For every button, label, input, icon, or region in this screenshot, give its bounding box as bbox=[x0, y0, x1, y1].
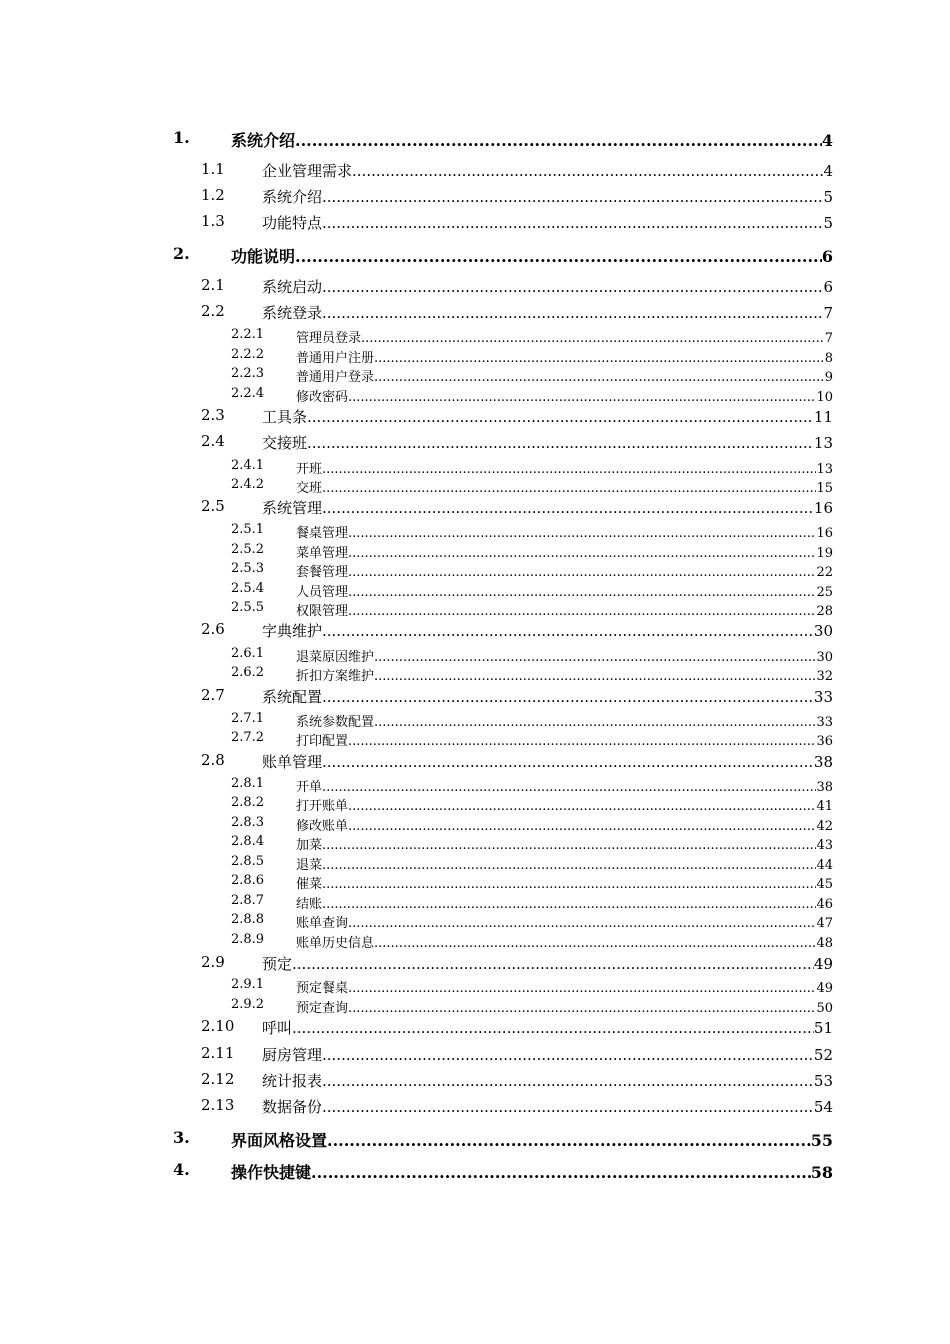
toc-entry-page-number: 4 bbox=[821, 131, 833, 150]
toc-entry-title: 加菜 bbox=[296, 838, 323, 853]
toc-entry-title: 数据备份 bbox=[262, 1098, 323, 1116]
toc-entry-page-number: 7 bbox=[824, 331, 833, 346]
toc-entry-page-number: 38 bbox=[816, 780, 833, 795]
toc-entry-page-number: 5 bbox=[823, 214, 833, 232]
toc-entry[interactable] bbox=[201, 276, 833, 297]
toc-entry-title: 普通用户注册 bbox=[296, 351, 375, 366]
toc-entry-title: 系统参数配置 bbox=[296, 715, 375, 730]
toc-entry[interactable] bbox=[231, 522, 833, 541]
toc-entry[interactable] bbox=[173, 244, 833, 267]
toc-entry-number: 2.8.8 bbox=[231, 912, 265, 927]
toc-entry[interactable] bbox=[231, 997, 833, 1016]
toc-entry-title: 权限管理 bbox=[296, 604, 349, 619]
toc-entry-number: 4. bbox=[173, 1160, 190, 1179]
toc-entry[interactable] bbox=[231, 932, 833, 951]
toc-entry-page-number: 13 bbox=[813, 434, 833, 452]
toc-entry-page-number: 22 bbox=[816, 565, 833, 580]
toc-entry[interactable] bbox=[201, 302, 833, 323]
toc-dot-leader bbox=[348, 585, 816, 600]
toc-entry-title: 系统配置 bbox=[262, 688, 323, 706]
toc-entry-number: 2.13 bbox=[201, 1096, 235, 1114]
toc-entry-number: 2.7.2 bbox=[231, 730, 265, 745]
toc-dot-leader bbox=[374, 351, 825, 366]
toc-dot-leader bbox=[348, 916, 816, 931]
toc-entry[interactable] bbox=[231, 327, 833, 346]
toc-entry-page-number: 30 bbox=[813, 622, 833, 640]
toc-entry-title: 开班 bbox=[296, 462, 323, 477]
toc-entry-page-number: 52 bbox=[813, 1046, 833, 1064]
toc-entry-title: 套餐管理 bbox=[296, 565, 349, 580]
toc-dot-leader bbox=[374, 669, 816, 684]
toc-entry-page-number: 58 bbox=[810, 1163, 833, 1182]
toc-entry-page-number: 33 bbox=[816, 715, 833, 730]
toc-entry[interactable] bbox=[201, 432, 833, 453]
toc-entry-title: 餐桌管理 bbox=[296, 526, 349, 541]
toc-entry-number: 2.8.5 bbox=[231, 854, 265, 869]
toc-dot-leader bbox=[348, 546, 816, 561]
toc-dot-leader bbox=[361, 331, 825, 346]
toc-dot-leader bbox=[322, 1046, 814, 1064]
toc-entry-page-number: 33 bbox=[813, 688, 833, 706]
toc-entry-page-number: 30 bbox=[816, 650, 833, 665]
toc-dot-leader bbox=[307, 408, 814, 426]
toc-entry-page-number: 16 bbox=[813, 499, 833, 517]
toc-entry[interactable] bbox=[173, 1128, 833, 1151]
toc-entry-page-number: 44 bbox=[816, 858, 833, 873]
toc-entry-number: 1.3 bbox=[201, 212, 225, 230]
toc-entry-title: 交接班 bbox=[262, 434, 308, 452]
toc-dot-leader bbox=[322, 481, 816, 496]
toc-entry[interactable] bbox=[231, 977, 833, 996]
toc-dot-leader bbox=[348, 604, 816, 619]
toc-entry-title: 企业管理需求 bbox=[262, 162, 353, 180]
toc-entry-title: 管理员登录 bbox=[296, 331, 362, 346]
toc-entry-page-number: 15 bbox=[816, 481, 833, 496]
toc-entry-number: 2.10 bbox=[201, 1017, 235, 1035]
toc-entry-number: 2.8 bbox=[201, 751, 225, 769]
toc-entry-number: 2.5.4 bbox=[231, 581, 265, 596]
toc-entry-page-number: 11 bbox=[813, 408, 833, 426]
toc-entry-page-number: 6 bbox=[821, 247, 833, 266]
toc-entry-title: 折扣方案维护 bbox=[296, 669, 375, 684]
toc-dot-leader bbox=[307, 434, 814, 452]
toc-entry[interactable] bbox=[201, 1017, 833, 1038]
toc-dot-leader bbox=[322, 278, 823, 296]
toc-entry-page-number: 41 bbox=[816, 799, 833, 814]
toc-entry-title: 功能说明 bbox=[231, 247, 296, 266]
toc-entry-title: 交班 bbox=[296, 481, 323, 496]
toc-entry-page-number: 8 bbox=[824, 351, 833, 366]
toc-dot-leader bbox=[322, 688, 814, 706]
toc-entry-title: 修改密码 bbox=[296, 390, 349, 405]
toc-entry-number: 2.8.7 bbox=[231, 893, 265, 908]
toc-dot-leader bbox=[322, 462, 816, 477]
toc-entry-title: 系统管理 bbox=[262, 499, 323, 517]
toc-entry-title: 系统介绍 bbox=[262, 188, 323, 206]
toc-entry-page-number: 4 bbox=[823, 162, 833, 180]
toc-entry-page-number: 55 bbox=[810, 1131, 833, 1150]
toc-entry[interactable] bbox=[201, 1096, 833, 1117]
toc-entry-number: 2.8.4 bbox=[231, 834, 265, 849]
toc-entry-number: 2.4 bbox=[201, 432, 225, 450]
toc-entry[interactable] bbox=[231, 366, 833, 385]
toc-entry-number: 2.7 bbox=[201, 686, 225, 704]
toc-entry-number: 2.2.1 bbox=[231, 327, 265, 342]
toc-entry-page-number: 32 bbox=[816, 669, 833, 684]
toc-entry[interactable] bbox=[201, 212, 833, 233]
toc-entry-page-number: 28 bbox=[816, 604, 833, 619]
toc-entry-title: 工具条 bbox=[262, 408, 308, 426]
toc-dot-leader bbox=[322, 214, 823, 232]
toc-entry-title: 普通用户登录 bbox=[296, 370, 375, 385]
toc-entry-title: 结账 bbox=[296, 897, 323, 912]
toc-entry-number: 1. bbox=[173, 128, 190, 147]
toc-entry-page-number: 45 bbox=[816, 877, 833, 892]
toc-dot-leader bbox=[374, 650, 816, 665]
toc-dot-leader bbox=[374, 370, 825, 385]
toc-entry-number: 2.6.1 bbox=[231, 646, 265, 661]
toc-entry-title: 菜单管理 bbox=[296, 546, 349, 561]
toc-entry-number: 2.2.3 bbox=[231, 366, 265, 381]
toc-entry-title: 操作快捷键 bbox=[231, 1163, 312, 1182]
toc-entry-title: 呼叫 bbox=[262, 1019, 293, 1037]
toc-entry-title: 厨房管理 bbox=[262, 1046, 323, 1064]
toc-entry-number: 2.4.2 bbox=[231, 477, 265, 492]
toc-entry[interactable] bbox=[231, 893, 833, 912]
toc-entry-number: 2.4.1 bbox=[231, 458, 265, 473]
toc-entry-number: 2.5.1 bbox=[231, 522, 265, 537]
toc-dot-leader bbox=[374, 715, 816, 730]
toc-entry-title: 系统启动 bbox=[262, 278, 323, 296]
toc-dot-leader bbox=[322, 897, 816, 912]
toc-entry[interactable] bbox=[231, 542, 833, 561]
toc-entry-page-number: 42 bbox=[816, 819, 833, 834]
toc-entry[interactable] bbox=[231, 477, 833, 496]
toc-entry[interactable] bbox=[231, 646, 833, 665]
toc-entry[interactable] bbox=[173, 128, 833, 151]
toc-entry-page-number: 10 bbox=[816, 390, 833, 405]
toc-entry[interactable] bbox=[201, 751, 833, 772]
toc-entry[interactable] bbox=[201, 620, 833, 641]
toc-entry-title: 催菜 bbox=[296, 877, 323, 892]
toc-dot-leader bbox=[348, 565, 816, 580]
toc-entry-page-number: 25 bbox=[816, 585, 833, 600]
toc-entry-page-number: 49 bbox=[816, 981, 833, 996]
toc-dot-leader bbox=[292, 955, 814, 973]
toc-entry-title: 界面风格设置 bbox=[231, 1131, 328, 1150]
toc-entry-number: 2.9.1 bbox=[231, 977, 265, 992]
toc-dot-leader bbox=[327, 1131, 811, 1150]
toc-dot-leader bbox=[292, 1019, 814, 1037]
toc-entry-title: 退菜原因维护 bbox=[296, 650, 375, 665]
toc-entry-number: 2.8.2 bbox=[231, 795, 265, 810]
toc-entry-page-number: 9 bbox=[824, 370, 833, 385]
toc-entry-title: 开单 bbox=[296, 780, 323, 795]
toc-entry[interactable] bbox=[201, 406, 833, 427]
toc-entry-number: 2.8.6 bbox=[231, 873, 265, 888]
toc-entry[interactable] bbox=[231, 815, 833, 834]
toc-entry-page-number: 47 bbox=[816, 916, 833, 931]
toc-dot-leader bbox=[322, 877, 816, 892]
toc-entry-page-number: 6 bbox=[823, 278, 833, 296]
toc-entry-page-number: 48 bbox=[816, 936, 833, 951]
toc-dot-leader bbox=[295, 247, 822, 266]
toc-entry-title: 预定 bbox=[262, 955, 293, 973]
toc-entry[interactable] bbox=[231, 347, 833, 366]
toc-entry-page-number: 50 bbox=[816, 1001, 833, 1016]
toc-entry[interactable] bbox=[173, 1160, 833, 1183]
toc-dot-leader bbox=[322, 499, 814, 517]
toc-entry[interactable] bbox=[201, 186, 833, 207]
toc-entry-page-number: 49 bbox=[813, 955, 833, 973]
toc-entry-title: 统计报表 bbox=[262, 1072, 323, 1090]
toc-dot-leader bbox=[322, 753, 814, 771]
toc-entry-number: 2.8.3 bbox=[231, 815, 265, 830]
toc-entry[interactable] bbox=[231, 561, 833, 580]
toc-entry-number: 2.5.2 bbox=[231, 542, 265, 557]
toc-entry[interactable] bbox=[231, 834, 833, 853]
toc-entry[interactable] bbox=[201, 160, 833, 181]
toc-entry-page-number: 53 bbox=[813, 1072, 833, 1090]
toc-entry[interactable] bbox=[201, 1070, 833, 1091]
toc-entry-number: 1.2 bbox=[201, 186, 225, 204]
toc-entry-title: 人员管理 bbox=[296, 585, 349, 600]
toc-entry-page-number: 43 bbox=[816, 838, 833, 853]
toc-entry-number: 2.8.1 bbox=[231, 776, 265, 791]
toc-entry-number: 2.12 bbox=[201, 1070, 235, 1088]
toc-dot-leader bbox=[322, 188, 823, 206]
toc-entry-title: 预定查询 bbox=[296, 1001, 349, 1016]
toc-entry-number: 2.7.1 bbox=[231, 711, 265, 726]
toc-dot-leader bbox=[348, 799, 816, 814]
toc-entry[interactable] bbox=[231, 795, 833, 814]
toc-entry-number: 2.9 bbox=[201, 953, 225, 971]
toc-entry-page-number: 19 bbox=[816, 546, 833, 561]
toc-dot-leader bbox=[348, 526, 816, 541]
toc-dot-leader bbox=[322, 304, 823, 322]
toc-entry-title: 系统介绍 bbox=[231, 131, 296, 150]
toc-entry-page-number: 54 bbox=[813, 1098, 833, 1116]
toc-entry-number: 2.6.2 bbox=[231, 665, 265, 680]
toc-entry-number: 2.6 bbox=[201, 620, 225, 638]
toc-entry-number: 2.5.5 bbox=[231, 600, 265, 615]
toc-entry-number: 1.1 bbox=[201, 160, 225, 178]
toc-dot-leader bbox=[374, 936, 816, 951]
toc-dot-leader bbox=[322, 622, 814, 640]
toc-dot-leader bbox=[322, 1098, 814, 1116]
toc-dot-leader bbox=[322, 1072, 814, 1090]
toc-dot-leader bbox=[322, 858, 816, 873]
toc-entry[interactable] bbox=[231, 776, 833, 795]
toc-entry-page-number: 13 bbox=[816, 462, 833, 477]
toc-entry-number: 3. bbox=[173, 1128, 190, 1147]
toc-entry-title: 退菜 bbox=[296, 858, 323, 873]
toc-entry-page-number: 51 bbox=[813, 1019, 833, 1037]
toc-dot-leader bbox=[348, 981, 816, 996]
toc-entry-number: 2.9.2 bbox=[231, 997, 265, 1012]
toc-entry-number: 2.2.4 bbox=[231, 386, 265, 401]
toc-entry[interactable] bbox=[201, 497, 833, 518]
toc-entry-title: 打开账单 bbox=[296, 799, 349, 814]
toc-entry[interactable] bbox=[201, 686, 833, 707]
toc-entry[interactable] bbox=[231, 854, 833, 873]
toc-entry-number: 2.2 bbox=[201, 302, 225, 320]
toc-entry-page-number: 36 bbox=[816, 734, 833, 749]
toc-entry[interactable] bbox=[231, 581, 833, 600]
toc-entry-title: 账单管理 bbox=[262, 753, 323, 771]
toc-entry[interactable] bbox=[201, 1044, 833, 1065]
toc-dot-leader bbox=[311, 1163, 811, 1182]
toc-entry[interactable] bbox=[231, 711, 833, 730]
toc-entry-number: 2.3 bbox=[201, 406, 225, 424]
toc-entry[interactable] bbox=[201, 953, 833, 974]
toc-entry-title: 预定餐桌 bbox=[296, 981, 349, 996]
toc-entry-number: 2.5 bbox=[201, 497, 225, 515]
toc-entry-title: 打印配置 bbox=[296, 734, 349, 749]
toc-entry[interactable] bbox=[231, 665, 833, 684]
toc-entry-number: 2.8.9 bbox=[231, 932, 265, 947]
toc-entry-number: 2. bbox=[173, 244, 190, 263]
toc-entry-page-number: 5 bbox=[823, 188, 833, 206]
toc-entry[interactable] bbox=[231, 386, 833, 405]
toc-entry-number: 2.1 bbox=[201, 276, 225, 294]
toc-entry-title: 账单查询 bbox=[296, 916, 349, 931]
toc-dot-leader bbox=[322, 780, 816, 795]
toc-entry-number: 2.2.2 bbox=[231, 347, 265, 362]
toc-entry-title: 账单历史信息 bbox=[296, 936, 375, 951]
toc-entry-page-number: 16 bbox=[816, 526, 833, 541]
toc-dot-leader bbox=[348, 734, 816, 749]
toc-entry[interactable] bbox=[231, 730, 833, 749]
toc-dot-leader bbox=[348, 819, 816, 834]
toc-entry-title: 功能特点 bbox=[262, 214, 323, 232]
toc-entry-number: 2.11 bbox=[201, 1044, 235, 1062]
toc-dot-leader bbox=[348, 1001, 816, 1016]
toc-entry-title: 字典维护 bbox=[262, 622, 323, 640]
toc-entry-page-number: 46 bbox=[816, 897, 833, 912]
toc-entry-title: 修改账单 bbox=[296, 819, 349, 834]
toc-entry-page-number: 38 bbox=[813, 753, 833, 771]
toc-entry-page-number: 7 bbox=[823, 304, 833, 322]
toc-dot-leader bbox=[322, 838, 816, 853]
toc-entry-number: 2.5.3 bbox=[231, 561, 265, 576]
toc-dot-leader bbox=[352, 162, 823, 180]
toc-dot-leader bbox=[348, 390, 816, 405]
toc-entry[interactable] bbox=[231, 600, 833, 619]
toc-entry-title: 系统登录 bbox=[262, 304, 323, 322]
toc-entry[interactable] bbox=[231, 873, 833, 892]
toc-entry[interactable] bbox=[231, 458, 833, 477]
toc-dot-leader bbox=[295, 131, 822, 150]
toc-entry[interactable] bbox=[231, 912, 833, 931]
